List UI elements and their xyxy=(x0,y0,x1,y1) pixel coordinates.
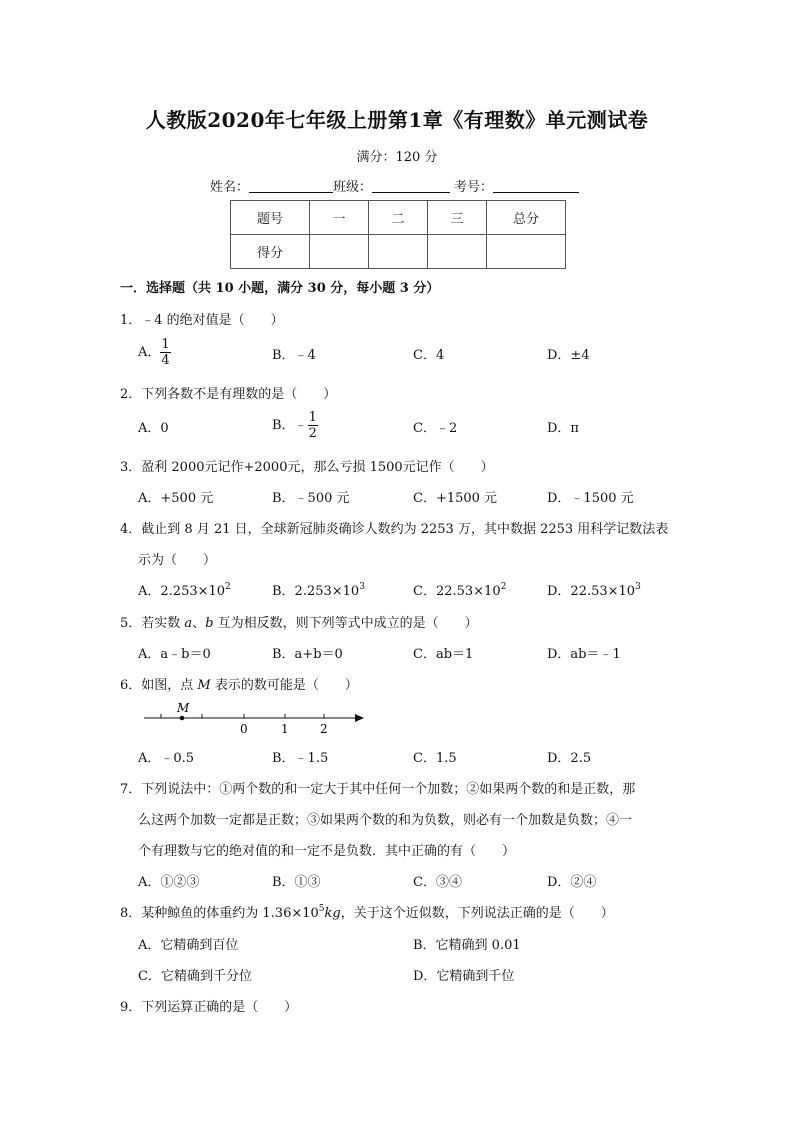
score-table-cell: 题号 xyxy=(231,201,310,235)
q5-option-c[interactable]: C．ab＝1 xyxy=(413,647,474,662)
score-table-cell: 三 xyxy=(428,201,487,235)
q1-option-d[interactable]: D．±4 xyxy=(547,348,590,363)
score-input-cell[interactable] xyxy=(310,235,369,269)
score-table-cell: 二 xyxy=(369,201,428,235)
q6-option-a[interactable]: A．﹣0.5 xyxy=(138,751,195,766)
question-4-stem-cont: 示为（ ） xyxy=(138,553,217,568)
q5-option-b[interactable]: B．a+b＝0 xyxy=(272,647,343,662)
q8-option-a[interactable]: A．它精确到百位 xyxy=(138,938,239,953)
class-label: 班级： xyxy=(333,180,373,195)
arrow-right-icon xyxy=(355,714,364,722)
q4-option-c[interactable]: C．$22.53\times 10^2$ xyxy=(413,582,507,599)
q3-option-a[interactable]: A．+500 元 xyxy=(138,491,214,506)
q8-option-d[interactable]: D．它精确到千位 xyxy=(413,969,515,984)
score-input-cell[interactable] xyxy=(487,235,566,269)
full-score: 满分：120 分 xyxy=(356,150,438,165)
name-label: 姓名： xyxy=(210,180,250,195)
question-7-stem-cont: 个有理数与它的绝对值的和一定不是负数．其中正确的有（ ） xyxy=(138,844,516,859)
q2-option-d[interactable]: D．π xyxy=(547,421,579,436)
exam-no-label: 考号： xyxy=(454,180,494,195)
q3-option-b[interactable]: B．﹣500 元 xyxy=(272,491,350,506)
q4-option-a[interactable]: A．$2.253\times 10^2$ xyxy=(138,582,231,599)
q4-option-b[interactable]: B．$2.253\times 10^3$ xyxy=(272,582,365,599)
question-4-stem: 4．截止到 8 月 21 日，全球新冠肺炎确诊人数约为 2253 万，其中数据 2253 用科学记数法表 xyxy=(120,522,669,537)
tick-label-1: 1 xyxy=(281,722,289,736)
score-table-score-row xyxy=(231,235,566,269)
point-m-dot xyxy=(180,716,185,721)
class-blank[interactable] xyxy=(372,180,450,193)
question-6-stem: 6．如图，点 M 表示的数可能是（ ） xyxy=(120,678,358,693)
question-7-stem-cont: 么这两个加数一定都是正数；③如果两个数的和为负数，则必有一个加数是负数；④一 xyxy=(138,813,633,828)
question-2-stem: 2．下列各数不是有理数的是（ ） xyxy=(120,387,337,402)
q8-option-b[interactable]: B．它精确到 0.01 xyxy=(413,938,521,953)
fraction: $\frac{1}{4}$ xyxy=(161,337,170,368)
question-9-stem: 9．下列运算正确的是（ ） xyxy=(120,1000,298,1015)
exam-no-blank[interactable] xyxy=(493,180,579,193)
question-8-stem: 8．某种鲸鱼的体重约为 $1.36\times 10^5kg$，关于这个近似数，下列说法正确的是（ ） xyxy=(120,904,614,921)
question-1-stem: 1．﹣4 的绝对值是（ ） xyxy=(120,313,284,328)
section-heading: 一．选择题（共 10 小题，满分 30 分，每小题 3 分） xyxy=(120,281,440,296)
score-table xyxy=(230,200,566,269)
tick-label-2: 2 xyxy=(320,722,328,736)
q6-option-d[interactable]: D．2.5 xyxy=(547,751,592,766)
q2-option-b[interactable]: B．﹣ $\frac{1}{2}$ xyxy=(272,410,317,441)
q3-option-c[interactable]: C．+1500 元 xyxy=(413,491,498,506)
q4-option-d[interactable]: D．$22.53\times 10^3$ xyxy=(547,582,641,599)
q1-option-b[interactable]: B．﹣4 xyxy=(272,348,316,363)
q2-option-a[interactable]: A．0 xyxy=(138,421,169,436)
q6-option-b[interactable]: B．﹣1.5 xyxy=(272,751,329,766)
q6-option-c[interactable]: C．1.5 xyxy=(413,751,457,766)
question-5-stem: 5．若实数 a、b 互为相反数，则下列等式中成立的是（ ） xyxy=(120,616,478,631)
score-table-cell: 得分 xyxy=(231,235,310,269)
fraction: $\frac{1}{2}$ xyxy=(308,410,317,441)
q7-option-d[interactable]: D．②④ xyxy=(547,875,597,890)
q7-option-b[interactable]: B．①③ xyxy=(272,875,321,890)
score-table-header-row xyxy=(231,201,566,235)
score-input-cell[interactable] xyxy=(369,235,428,269)
q7-option-c[interactable]: C．③④ xyxy=(413,875,462,890)
q7-option-a[interactable]: A．①②③ xyxy=(138,875,200,890)
q8-option-c[interactable]: C．它精确到千分位 xyxy=(138,969,252,984)
question-7-stem: 7．下列说法中：①两个数的和一定大于其中任何一个加数；②如果两个数的和是正数，那 xyxy=(120,782,636,797)
q3-option-d[interactable]: D．﹣1500 元 xyxy=(547,491,634,506)
number-line-figure xyxy=(136,700,376,740)
q1-option-c[interactable]: C．4 xyxy=(413,348,445,363)
page-title: 人教版2020年七年级上册第1章《有理数》单元测试卷 xyxy=(145,108,649,132)
score-table-cell: 一 xyxy=(310,201,369,235)
point-m-label: M xyxy=(177,701,190,715)
score-input-cell[interactable] xyxy=(428,235,487,269)
q2-option-c[interactable]: C．﹣2 xyxy=(413,421,458,436)
score-table-cell: 总分 xyxy=(487,201,566,235)
q1-option-a[interactable]: A． $\frac{1}{4}$ xyxy=(138,337,170,368)
question-3-stem: 3．盈利 2000元记作+2000元，那么亏损 1500元记作（ ） xyxy=(120,460,494,475)
name-blank[interactable] xyxy=(249,180,333,193)
q5-option-d[interactable]: D．ab＝﹣1 xyxy=(547,647,621,662)
student-info-line xyxy=(210,176,579,195)
tick-label-0: 0 xyxy=(240,722,248,736)
q5-option-a[interactable]: A．a﹣b＝0 xyxy=(138,647,211,662)
